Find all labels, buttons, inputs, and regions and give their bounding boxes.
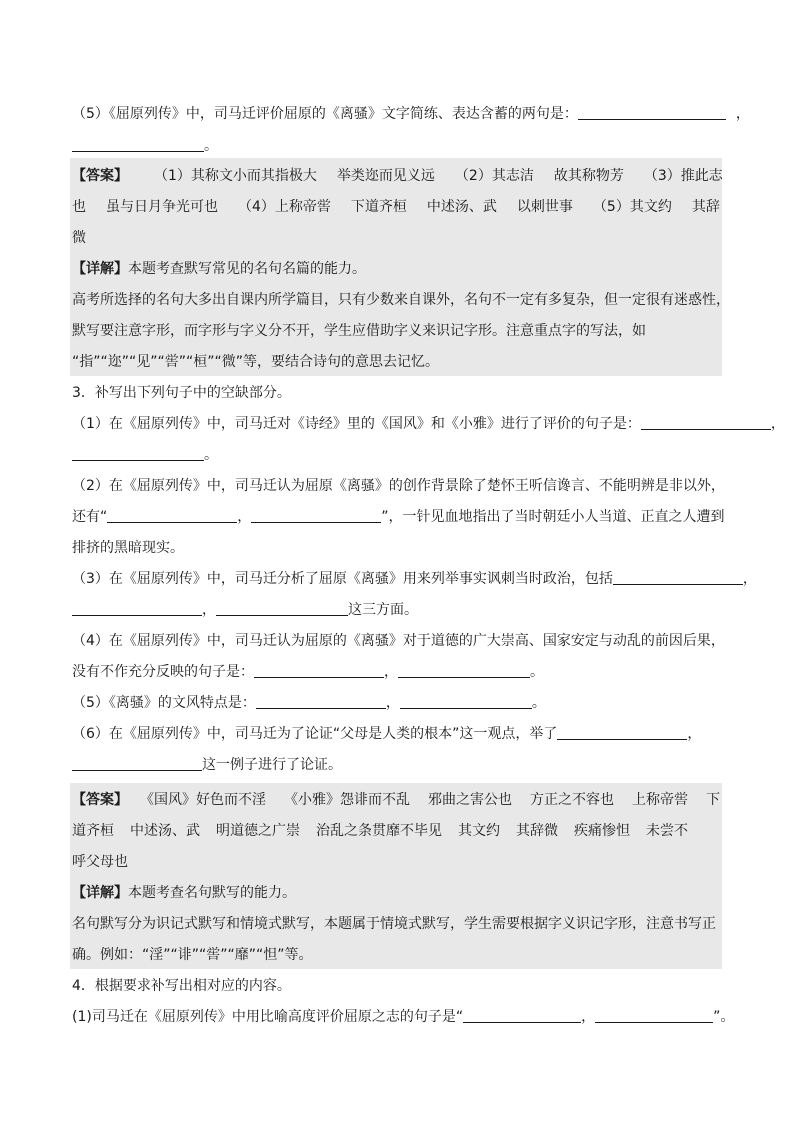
- answer-blank[interactable]: [613, 570, 743, 585]
- question-3-3-cont: ， 这三方面。: [72, 600, 418, 620]
- answer-blank[interactable]: [398, 663, 530, 678]
- question-3-2: （2）在《屈原列传》中，司马迁认为屈原《离骚》的创作背景除了楚怀王听信谗言、不能明辨是非以外，: [72, 478, 725, 494]
- question-3-5: （5）《离骚》的文风特点是： ， 。: [72, 695, 546, 711]
- answer-blank[interactable]: [595, 1008, 713, 1023]
- answer-block-2-bg: [70, 783, 722, 969]
- question-3-4-cont: 没有不作充分反映的句子是： ， 。: [72, 664, 544, 680]
- question-3-2-cont: 还有“ ， ”，一针见血地指出了当时朝廷小人当道、正直之人遭到: [72, 509, 725, 525]
- detail-1-p3: “指”“迩”“见”“喾”“桓”“微”等，要结合诗句的意思去记忆。: [72, 354, 440, 370]
- answer-blank[interactable]: [578, 105, 726, 120]
- detail-2-p2: 确。例如：“淫”“诽”“喾”“靡”“怛”等。: [72, 947, 313, 963]
- answer-tag: 【答案】: [72, 168, 128, 184]
- answer-1-line-1: 【答案】 （1）其称文小而其指极大 举类迩而见义远 （2）其志洁 故其称物芳 （3）推此志: [72, 168, 723, 184]
- question-3-6-cont: 这一例子进行了论证。: [72, 755, 342, 775]
- answer-2-line-3: 呼父母也: [72, 854, 128, 870]
- detail-2-p1: 名句默写分为识记式默写和情境式默写，本题属于情境式默写，学生需要根据字义识记字形，注意书写正: [72, 916, 716, 932]
- answer-blank[interactable]: [463, 1008, 581, 1023]
- answer-blank[interactable]: [72, 446, 204, 461]
- answer-blank[interactable]: [254, 663, 384, 678]
- answer-blank[interactable]: [251, 508, 381, 523]
- answer-2-line-1: 【答案】 《国风》好色而不淫 《小雅》怨诽而不乱 邪曲之害公也 方正之不容也 上称帝喾 下: [72, 792, 720, 808]
- detail-tag: 【详解】: [72, 885, 128, 901]
- question-3-6: （6）在《屈原列传》中，司马迁为了论证“父母是人类的根本”这一观点，举了 ，: [72, 726, 702, 742]
- detail-2-head: 【详解】本题考查名句默写的能力。: [72, 885, 296, 901]
- answer-blank[interactable]: [256, 694, 386, 709]
- question-4-1: (1)司马迁在《屈原列传》中用比喻高度评价屈原之志的句子是“ ， ”。: [72, 1009, 735, 1025]
- answer-blank[interactable]: [72, 756, 202, 771]
- answer-2-line-2: 道齐桓 中述汤、武 明道德之广崇 治乱之条贯靡不毕见 其文约 其辞微 疾痛惨怛 未尝不: [72, 823, 688, 839]
- answer-blank[interactable]: [216, 601, 348, 616]
- answer-blank[interactable]: [107, 508, 237, 523]
- answer-1-line-2: 也 虽与日月争光可也 （4）上称帝喾 下道齐桓 中述汤、武 以刺世事 （5）其文约 其辞: [72, 199, 720, 215]
- question-3-1: （1）在《屈原列传》中，司马迁对《诗经》里的《国风》和《小雅》进行了评价的句子是： ，: [72, 416, 785, 432]
- question-3-1-cont: 。: [72, 445, 218, 465]
- answer-tag: 【答案】: [72, 792, 128, 808]
- question-3-2-end: 排挤的黑暗现实。: [72, 540, 184, 556]
- question-3-4: （4）在《屈原列传》中，司马迁认为屈原的《离骚》对于道德的广大崇高、国家安定与动乱的前因后果，: [72, 633, 725, 649]
- answer-blank[interactable]: [400, 694, 532, 709]
- detail-1-p1: 高考所选择的名句大多出自课内所学篇目，只有少数来自课外，名句不一定有多复杂，但一定很有迷惑性，: [72, 292, 730, 308]
- answer-blank[interactable]: [72, 601, 202, 616]
- answer-blank[interactable]: [557, 725, 687, 740]
- question-4-title: 4．根据要求补写出相对应的内容。: [72, 978, 291, 994]
- detail-1-p2: 默写要注意字形，而字形与字义分不开，学生应借助字义来识记字形。注意重点字的写法，如: [72, 323, 646, 339]
- question-3-3: （3）在《屈原列传》中，司马迁分析了屈原《离骚》用来列举事实讽刺当时政治，包括 ，: [72, 571, 757, 587]
- question-3-title: 3．补写出下列句子中的空缺部分。: [72, 385, 291, 401]
- answer-blank[interactable]: [72, 137, 204, 152]
- detail-tag: 【详解】: [72, 261, 128, 277]
- question-2-5: （5）《屈原列传》中，司马迁评价屈原的《离骚》文字简练、表达含蓄的两句是： ，: [72, 106, 750, 122]
- detail-1-head: 【详解】本题考查默写常见的名句名篇的能力。: [72, 261, 366, 277]
- answer-1-line-3: 微: [72, 230, 86, 246]
- answer-blank[interactable]: [641, 415, 771, 430]
- question-2-5-cont: 。: [72, 136, 218, 156]
